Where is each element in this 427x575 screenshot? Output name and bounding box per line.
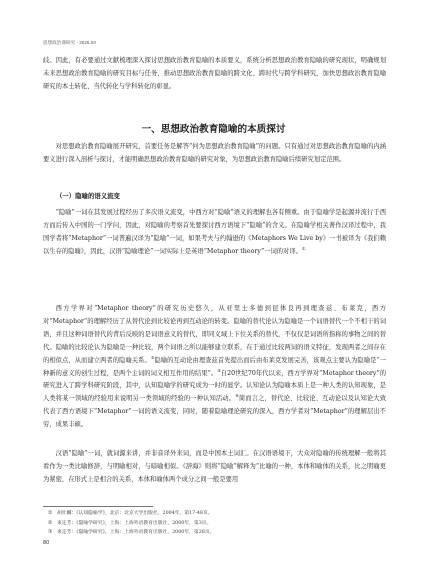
body-paragraph-1 xyxy=(43,207,386,259)
footnote-ref-2[interactable]: ② xyxy=(150,354,155,360)
footnotes xyxy=(43,509,386,538)
paragraph-text: 简而言之，替代论、比较论、互动论以及认知论大致代表了西方语境下“Metaphor”一词的语义流变，同时，随着隐喻理论研究的深入，西方学者对“Metaphor”的理解层出不穷，成果丰硕。 xyxy=(43,395,387,429)
footnote-text: 束定芳：《隐喻学研究》，上海：上海外语教育出版社，2000年，第28页。 xyxy=(57,530,215,536)
intro-paragraph: 歧。因此，有必要通过文献梳理深入探讨思想政治教育隐喻的本质要义，系统分析思想政治教育隐喻的研究现状，明确规划未来思想政治教育隐喻的研究目标与任务，推动思想政治教育隐喻的跨文化、跨时代与跨学科研究，加快思想政治教育隐喻研究的本土转化、当代转化与学科转化的彰显。 xyxy=(43,57,386,90)
footnote-divider xyxy=(43,506,153,507)
footnote-text: 束定芳：《隐喻学研究》，上海：上海外语教育出版社，2000年，第3页。 xyxy=(57,520,212,526)
footnote-text: 胡壮麟：《认知隐喻学》，北京：北京大学出版社，2004年，第17-48页。 xyxy=(57,511,213,516)
footnote-ref-1[interactable]: ① xyxy=(301,245,306,251)
page-number: 80 xyxy=(43,540,50,546)
section-lead-paragraph: 对思想政治教育隐喻展开研究，首要任务是解答“何为思想政治教育隐喻”的问题。只有通过对思想政治教育隐喻的内涵要义进行深入剖析与探讨，才能明确思想政治教育隐喻的研究对象，为思想政治教育隐喻后续研究划定范围。 xyxy=(43,143,386,163)
footnote-number: ② xyxy=(47,520,53,526)
section-title: 一、思想政治教育隐喻的本质探讨 xyxy=(141,124,286,135)
paragraph-text: “隐喻”一词在其发展过程经历了多次语义流变，中西方对“隐喻”语义的理解也各有侧重。由于隐喻学是起源并流行于西方而后传入中国的一门学问，因此，对隐喻的考察首先要探讨西方语境下“隐喻”的含义。在隐喻学相关著作汉译过程中，我国学者将“Metaphor”一词普遍汉译为“隐喻”一词，如果考夫与约翰逊的《Metaphors We Live by》一书被译为《我们赖以生存的隐喻》，因此，汉语“隐喻理论”一词实际上是英语“Metaphor theory”一词的对译。 xyxy=(43,209,386,255)
body-paragraph-2 xyxy=(43,303,386,432)
subsection-title: （一）隐喻的语义流变 xyxy=(56,192,120,200)
paragraph-text: 西方学界对“Metaphor theory”的研究历史悠久，从亚里士多德到昆体良再到理查兹、布莱克，西方对“Metaphor”的理解经历了从替代论到比较论再到互动论的转变。隐喻的替代论认为隐喻是一个词语替代一个不相干的词语，并且这种词语替代的背后反映的是词语意义的替代，即同义域上下位关系的替代，不仅仅是词语所指称的事物之间的替代。隐喻的比较论认为隐喻是一种比较，两个词语之所以能够建立联系，在于通过比较两词的语义特征，发现两者之间存在的相似点，从而建立两者的隐喻关系。 xyxy=(43,305,386,364)
footnote-ref-3[interactable]: ③ xyxy=(217,367,221,373)
footnote-item xyxy=(43,509,386,519)
footnote-item xyxy=(43,528,386,538)
running-head: 思想政治课研究 · 2025.03 xyxy=(43,40,96,45)
paragraph-text: 汉语“隐喻”一词，就词源来讲，并非音译外来词，而是中国本土词汇。在汉语语境下，大众对隐喻的传统理解一般将其看作为一类比喻修辞，与明喻相对，与暗喻相似。《辞海》则将“隐喻”解释为“比喻的一种，本体和喻体的关系，比之明喻更为紧密，在形式上是相合的关系，本体和喻体两个成分之间一般是要用 xyxy=(43,450,386,483)
footnote-item xyxy=(43,519,386,529)
footnote-number: ③ xyxy=(47,530,53,536)
footnote-number: ① xyxy=(47,511,53,516)
body-paragraph-3 xyxy=(43,448,386,487)
footnote-ref-4[interactable]: ④ xyxy=(235,393,239,399)
paragraph-text: 自20世纪70年代以来，西方学界对“Metaphor theory”的研究进入了跨学科研究阶段，其中，认知隐喻学的研究成为一时的显学。认知论认为隐喻本质上是一种人类的认知现象，是人类将某一领域的经验用来说明另一类领域的经验的一种认知活动。 xyxy=(43,369,386,403)
paragraph-text: 隐喻的互动论由理查兹首先提出而后由布莱克发展完善，该观点主要认为隐喻是“一种新的意义的创生过程，是两个主词的词义相互作用的结果”。 xyxy=(43,356,387,377)
